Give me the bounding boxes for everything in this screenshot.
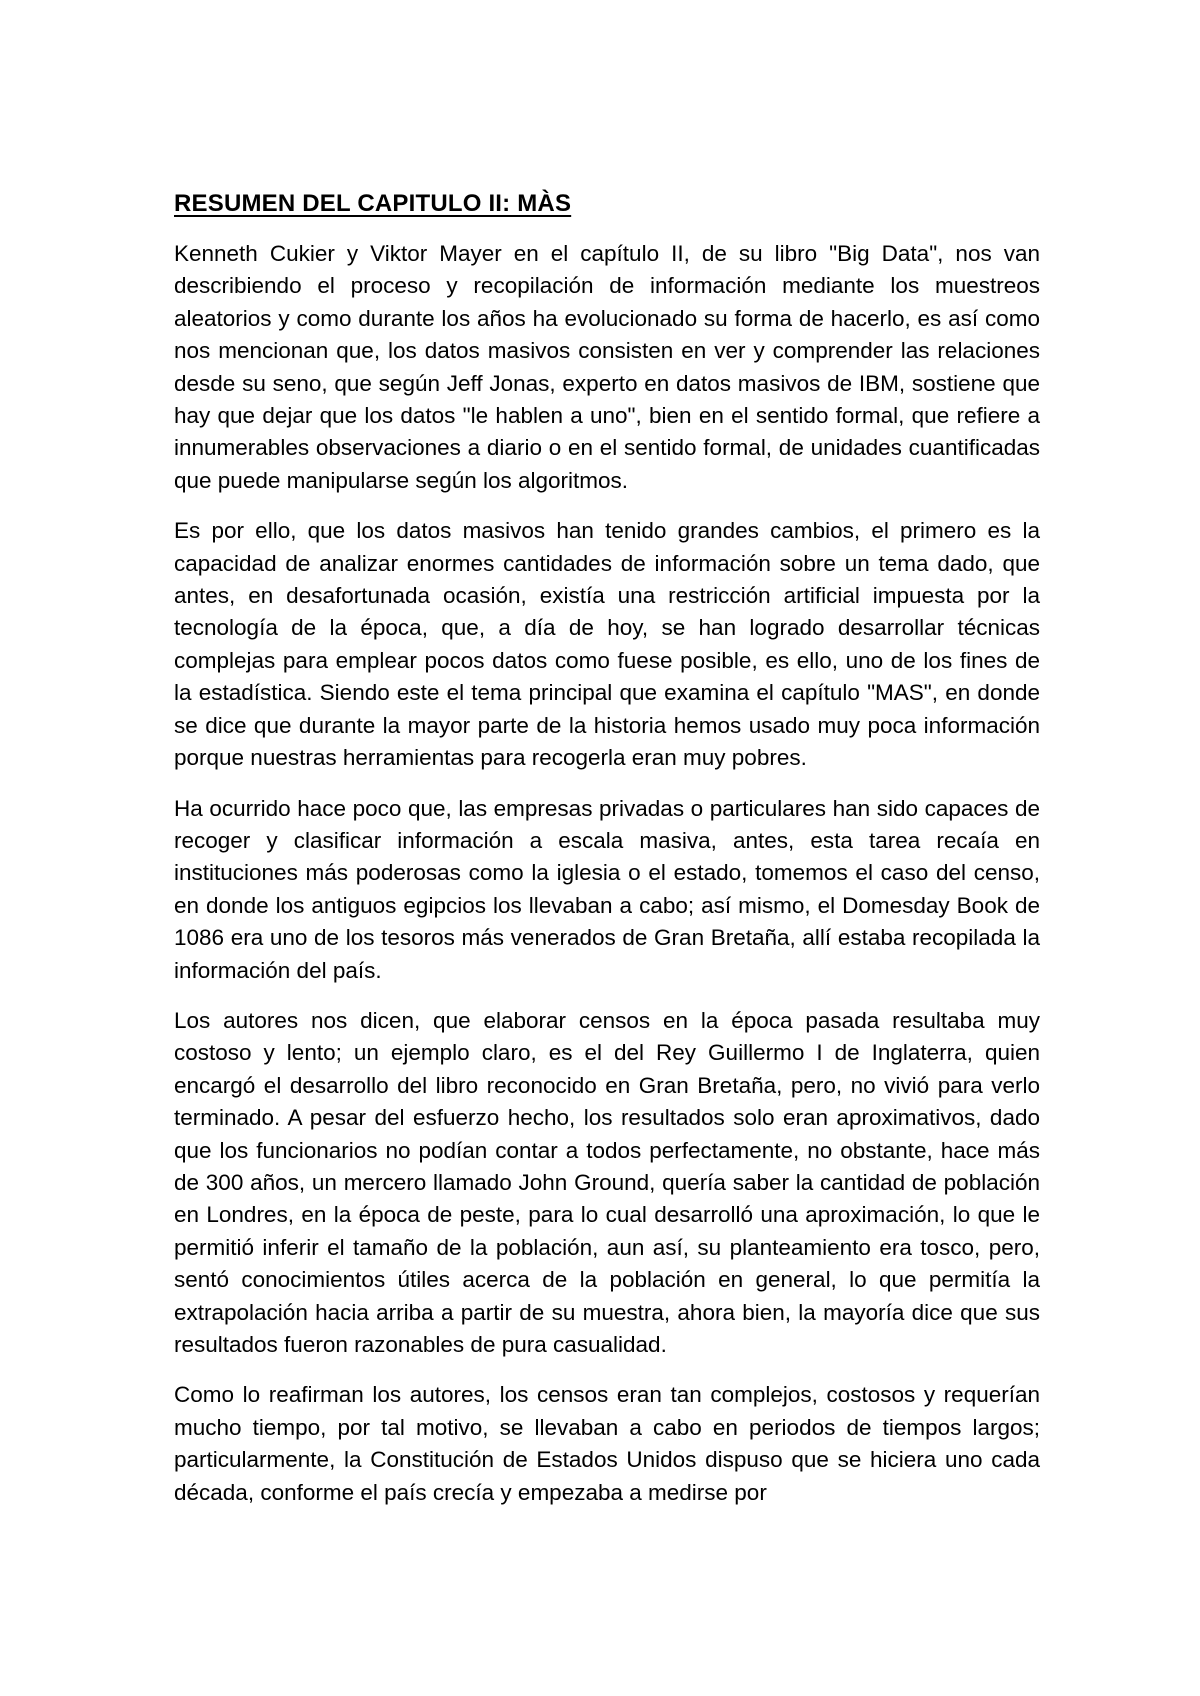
document-title: RESUMEN DEL CAPITULO II: MÀS: [174, 190, 572, 217]
paragraph: Los autores nos dicen, que elaborar censos en la época pasada resultaba muy costoso y lento; un ejemplo claro, es el del Rey Guillermo I de Inglaterra, quien encargó el desarrollo del libro reconocido en Gran Bretaña, pero, no vivió para verlo terminado. A pesar del esfuerzo hecho, los resultados solo eran aproximativos, dado que los funcionarios no podían contar a todos perfectamente, no obstante, hace más de 300 años, un mercero llamado John Ground, quería saber la cantidad de población en Londres, en la época de peste, para lo cual desarrolló una aproximación, lo que le permitió inferir el tamaño de la población, aun así, su planteamiento era tosco, pero, sentó conocimientos útiles acerca de la población en general, lo que permitía la extrapolación hacia arriba a partir de su muestra, ahora bien, la mayoría dice que sus resultados fueron razonables de pura casualidad.: [174, 1007, 1040, 1357]
paragraph: Es por ello, que los datos masivos han tenido grandes cambios, el primero es la capacidad de analizar enormes cantidades de información sobre un tema dado, que antes, en desafortunada ocasión, existía una restricción artificial impuesta por la tecnología de la época, que, a día de hoy, se han logrado desarrollar técnicas complejas para emplear pocos datos como fuese posible, es ello, uno de los fines de la estadística. Siendo este el tema principal que examina el capítulo "MAS", en donde se dice que durante la mayor parte de la historia hemos usado muy poca información porque nuestras herramientas para recogerla eran muy pobres.: [174, 518, 1040, 771]
paragraph: Kenneth Cukier y Viktor Mayer en el capítulo II, de su libro "Big Data", nos van describiendo el proceso y recopilación de información mediante los muestreos aleatorios y como durante los años ha evolucionado su forma de hacerlo, es así como nos mencionan que, los datos masivos consisten en ver y comprender las relaciones desde su seno, que según Jeff Jonas, experto en datos masivos de IBM, sostiene que hay que dejar que los datos "le hablen a uno", bien en el sentido formal, que refiere a innumerables observaciones a diario o en el sentido formal, de unidades cuantificadas que puede manipularse según los algoritmos.: [174, 241, 1040, 493]
paragraph: Como lo reafirman los autores, los censos eran tan complejos, costosos y requerían mucho tiempo, por tal motivo, se llevaban a cabo en periodos de tiempos largos; particularmente, la Constitución de Estados Unidos dispuso que se hiciera uno cada década, conforme el país crecía y empezaba a medirse por: [174, 1382, 1040, 1505]
paragraph: Ha ocurrido hace poco que, las empresas privadas o particulares han sido capaces de recoger y clasificar información a escala masiva, antes, esta tarea recaía en instituciones más poderosas como la iglesia o el estado, tomemos el caso del censo, en donde los antiguos egipcios los llevaban a cabo; así mismo, el Domesday Book de 1086 era uno de los tesoros más venerados de Gran Bretaña, allí estaba recopilada la información del país.: [174, 795, 1040, 983]
document-body: [174, 188, 1040, 1527]
